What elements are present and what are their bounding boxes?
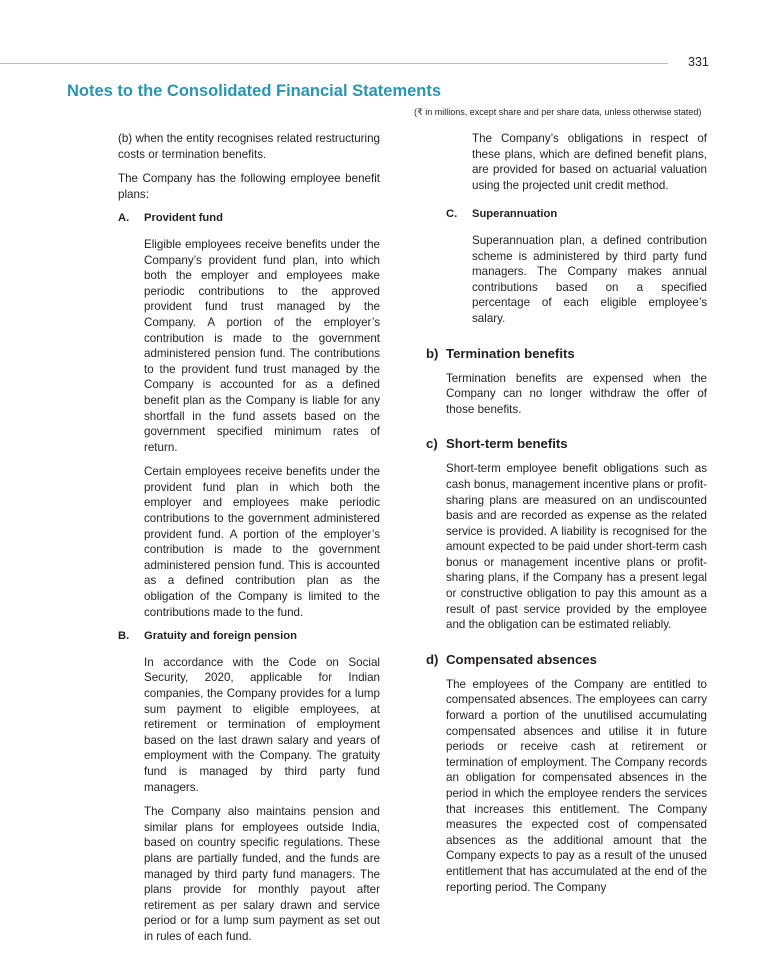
- body-paragraph: Eligible employees receive benefits under the Company’s provident fund plan, into which both the employer and employees make periodic contributions to the approved provident fund trust managed by the Company. A portion of the employer’s contribution is made to the government administered pension fund. The contributions to the provident fund trust managed by the Company is accounted for as a defined benefit plan as the Company is liable for any shortfall in the fund assets based on the government specified minimum rates of return.: [144, 237, 380, 454]
- body-paragraph: The employees of the Company are entitled to compensated absences. The employees can carry forward a portion of the unutilised accumulating compensated absences and utilise it in future periods or receive cash at retirement or termination of employment. The Company records an obligation for compensated absences in the period in which the employee renders the services that increases this entitlement. The Company measures the expected cost of compensated absences as the additional amount that the Company expects to pay as a result of the unused entitlement that has accumulated at the end of the reporting period. The Company: [446, 677, 707, 894]
- section-label: A.: [118, 212, 130, 225]
- body-paragraph: Short-term employee benefit obligations such as cash bonus, management incentive plans or profit-sharing plans are measured on an undiscounted basis and are recorded as expense as the related service is provided. A liability is recognised for the amount expected to be paid under short-term cash bonus or management incentive plans or profit-sharing plans, if the Company has a present legal or constructive obligation to pay this amount as a result of past service provided by the employee and the obligation can be estimated reliably.: [446, 462, 707, 632]
- section-title: Gratuity and foreign pension: [144, 630, 297, 643]
- termination-heading: [426, 345, 707, 362]
- section-label: C.: [446, 208, 458, 221]
- compensated-heading: [426, 651, 707, 668]
- short-term-heading: [426, 435, 707, 452]
- intro-paragraph: The Company has the following employee benefit plans:: [118, 172, 380, 201]
- section-label: b): [426, 345, 439, 361]
- body-paragraph: Termination benefits are expensed when the Company can no longer withdraw the offer of those benefits.: [446, 371, 707, 416]
- body-paragraph: Superannuation plan, a defined contribution scheme is administered by third party fund managers. The Company makes annual contributions based on a specified percentage of each eligible employee’s salary.: [472, 233, 707, 325]
- body-paragraph: In accordance with the Code on Social Security, 2020, applicable for Indian companies, the Company provides for a lump sum payment to eligible employees, at retirement or termination of employment based on the last drawn salary and years of employment with the Company. The gratuity fund is managed by third party fund managers.: [144, 655, 380, 794]
- page-number: 331: [688, 55, 709, 69]
- header-rule: [0, 63, 668, 64]
- intro-paragraph: (b) when the entity recognises related restructuring costs or termination benefits.: [118, 132, 380, 161]
- body-paragraph: The Company’s obligations in respect of these plans, which are defined benefit plans, are provided for based on actuarial valuation using the projected unit credit method.: [472, 132, 707, 192]
- section-label: c): [426, 436, 438, 452]
- section-title: Short-term benefits: [446, 436, 568, 452]
- section-a-heading: [118, 211, 380, 227]
- units-note: (₹ in millions, except share and per share data, unless otherwise stated): [414, 107, 702, 117]
- section-title: Provident fund: [144, 212, 223, 225]
- page-title: Notes to the Consolidated Financial Statements: [67, 82, 442, 100]
- section-title: Compensated absences: [446, 651, 597, 667]
- section-c-heading: [446, 207, 707, 223]
- section-title: Termination benefits: [446, 345, 575, 361]
- section-title: Superannuation: [472, 208, 558, 221]
- left-column: [118, 131, 380, 954]
- body-paragraph: Certain employees receive benefits under the provident fund plan in which both the employer and employees make periodic contributions to the government administered provident fund. A portion of the employer’s contribution is made to the government administered pension fund. This is accounted as a defined contribution plan as the obligation of the Company is limited to the contributions made to the fund.: [144, 465, 380, 619]
- section-b-heading: [118, 629, 380, 645]
- section-label: B.: [118, 630, 130, 643]
- right-column: [426, 131, 707, 904]
- section-label: d): [426, 651, 439, 667]
- body-paragraph: The Company also maintains pension and similar plans for employees outside India, based on country specific regulations. These plans are partially funded, and the funds are managed by third party fund managers. The plans provide for monthly payout after retirement as per salary drawn and service period or for a lump sum payment as set out in rules of each fund.: [144, 805, 380, 943]
